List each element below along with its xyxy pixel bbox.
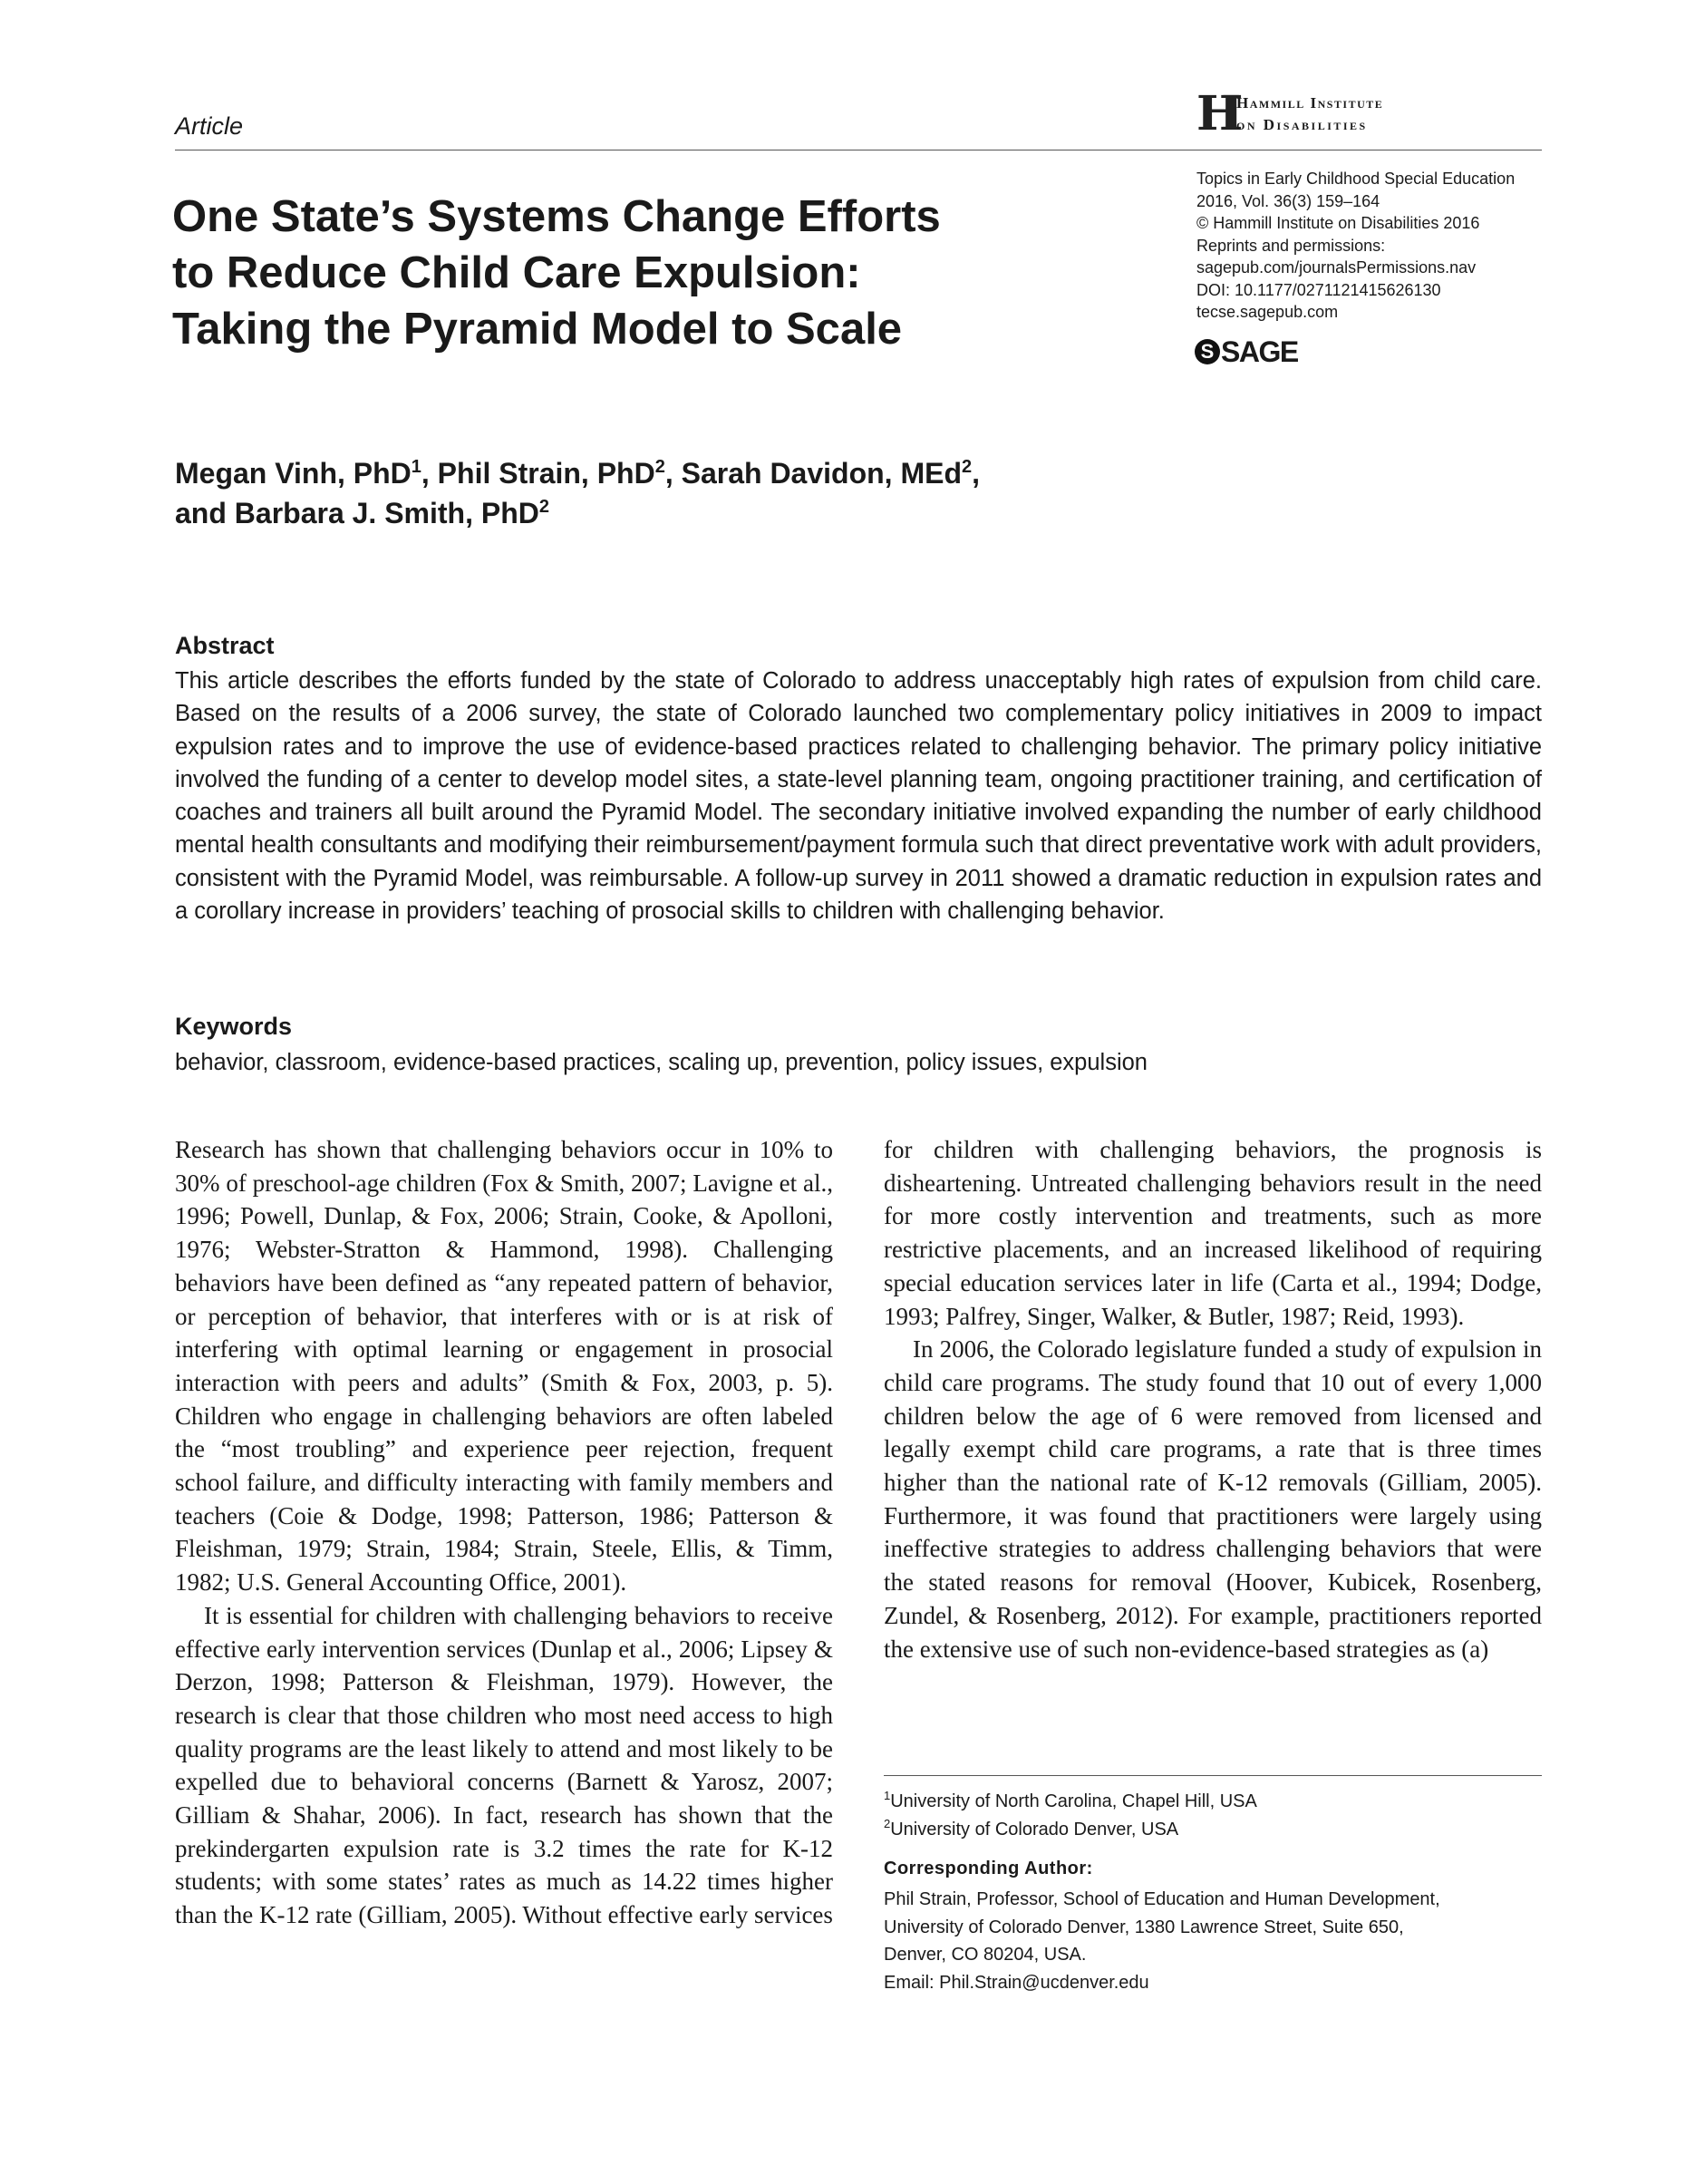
- author-list: [175, 453, 1353, 533]
- abstract-heading: Abstract: [175, 632, 275, 659]
- affiliations: [884, 1788, 1257, 1844]
- author-line-1: [175, 453, 1353, 493]
- keywords-heading: Keywords: [175, 1013, 293, 1040]
- author-name: Megan Vinh, PhD: [175, 457, 412, 490]
- author-name: and Barbara J. Smith, PhD: [175, 497, 539, 529]
- hammill-logo-mark: HI: [1196, 86, 1224, 141]
- author-line-2: [175, 493, 1353, 533]
- author-name: Sarah Davidon, MEd: [681, 457, 962, 490]
- publisher-logo: [1196, 86, 1468, 141]
- title-line-2: to Reduce Child Care Expulsion:: [172, 248, 861, 297]
- doi-line[interactable]: DOI: 10.1177/0271121415626130: [1196, 280, 1441, 299]
- body-paragraph: It is essential for children with challenging behaviors to receive effective early intervention services (Dunlap et al., 2006; Lipsey & Derzon, 1998; Patterson & Fleishman, 1979). However, the research is clear that those children who most need access to high quality programs are the least likely to attend and most likely to be expelled due to behavioral concerns (Barnett & Yarosz, 2007; Gilliam & Shahar, 2006). In fact, research has shown that the prekindergarten expulsion rate is 3.2 times the rate for K-12 students; with some states’ rates as much as 14.22 times higher than the K-12 rate (Gilliam, 2005). Without effective early services: [175, 1601, 833, 1929]
- permissions-link[interactable]: sagepub.com/journalsPermissions.nav: [1196, 258, 1477, 277]
- sage-logo-icon: S: [1195, 339, 1220, 364]
- corr-email[interactable]: Email: Phil.Strain@ucdenver.edu: [884, 1972, 1149, 1993]
- corr-line: University of Colorado Denver, 1380 Lawrence Street, Suite 650,: [884, 1917, 1404, 1937]
- journal-volume: 2016, Vol. 36(3) 159–164: [1196, 191, 1380, 210]
- journal-name: Topics in Early Childhood Special Education: [1196, 170, 1516, 188]
- journal-info: [1196, 168, 1515, 324]
- author-name: Phil Strain, PhD: [437, 457, 655, 490]
- article-type-label: Article: [175, 112, 244, 140]
- abstract-text: This article describes the efforts funded by the state of Colorado to address unacceptably high rates of expulsion from child care. Based on the results of a 2006 survey, the state of Colorado launched two complementary policy initiatives in 2009 to impact expulsion rates and to improve the use of evidence-based practices related to challenging behavior. The primary policy initiative involved the funding of a center to develop model sites, a state-level planning team, ongoing practitioner training, and certification of coaches and trainers all built around the Pyramid Model. The secondary initiative involved expanding the number of early childhood mental health consultants and modifying their reimbursement/payment formula such that direct preventative work with adult providers, consistent with the Pyramid Model, was reimbursable. A follow-up survey in 2011 showed a dramatic reduction in expulsion rates and a corollary increase in providers’ teaching of prosocial skills to children with challenging behavior.: [175, 668, 1542, 925]
- body-paragraph: Research has shown that challenging behaviors occur in 10% to 30% of preschool-age children (Fox & Smith, 2007; Lavigne et al., 1996; Powell, Dunlap, & Fox, 2006; Strain, Cooke, & Apolloni, 1976; Webster-Stratton & Hammond, 1998). Challenging behaviors have been defined as “any repeated pattern of behavior, or perception of behavior, that interferes with or is at risk of interfering with optimal learning or engagement in prosocial interaction with peers and adults” (Smith & Fox, 2003, p. 5). Children who engage in challenging behaviors are often labeled the “most troubling” and experience peer rejection, frequent school failure, and difficulty interacting with family members and teachers (Coie & Dodge, 1998; Patterson, 1986; Patterson & Fleishman, 1979; Strain, 1984; Strain, Steele, Ellis, & Timm, 1982; U.S. General Accounting Office, 2001).: [175, 1136, 833, 1597]
- body-column-left: [175, 1133, 833, 1932]
- publisher-logo-line1: Hammill Institute: [1236, 94, 1384, 112]
- affiliation-marker: 2: [538, 497, 549, 517]
- body-column-right: [884, 1133, 1542, 1665]
- article-title: [172, 189, 1124, 357]
- sage-logo-text: SAGE: [1221, 335, 1298, 368]
- keywords-text: behavior, classroom, evidence-based practices, scaling up, prevention, policy issues, expulsion: [175, 1050, 1148, 1075]
- corr-line: Denver, CO 80204, USA.: [884, 1945, 1087, 1965]
- author-separator: ,: [972, 457, 981, 490]
- journal-url[interactable]: tecse.sagepub.com: [1196, 303, 1339, 321]
- affiliation-1: [884, 1788, 1257, 1816]
- affiliation-text: University of North Carolina, Chapel Hill, USA: [890, 1791, 1257, 1811]
- affiliation-marker: 1: [411, 457, 421, 477]
- body-paragraph: for children with challenging behaviors, the prognosis is disheartening. Untreated challenging behaviors result in the need for more costly intervention and treatments, such as more restrictive placements, and an increased likelihood of requiring special education services later in life (Carta et al., 1994; Dodge, 1993; Palfrey, Singer, Walker, & Butler, 1987; Reid, 1993).: [884, 1136, 1542, 1330]
- sage-logo: [1195, 335, 1298, 368]
- title-line-1: One State’s Systems Change Efforts: [172, 192, 941, 241]
- reprints-label: Reprints and permissions:: [1196, 236, 1386, 255]
- affiliation-marker: 2: [654, 457, 665, 477]
- author-separator: ,: [421, 457, 438, 490]
- corr-line: Phil Strain, Professor, School of Education and Human Development,: [884, 1889, 1440, 1909]
- footnote-divider: [884, 1775, 1542, 1776]
- title-line-3: Taking the Pyramid Model to Scale: [172, 305, 903, 354]
- body-paragraph: In 2006, the Colorado legislature funded a study of expulsion in child care programs. The study found that 10 out of every 1,000 children below the age of 6 were removed from licensed and legally exempt child care programs, a rate that is three times higher than the national rate of K-12 removals (Gilliam, 2005). Furthermore, it was found that practitioners were largely using ineffective strategies to address challenging behaviors that were the stated reasons for removal (Hoover, Kubicek, Rosenberg, Zundel, & Rosenberg, 2012). For example, practitioners reported the extensive use of such non-evidence-based strategies as (a): [884, 1335, 1542, 1663]
- affiliation-marker: 1: [884, 1789, 891, 1802]
- corresponding-author-details: [884, 1886, 1542, 1996]
- publisher-logo-line2: on Disabilities: [1236, 116, 1368, 133]
- corresponding-author-heading: Corresponding Author:: [884, 1859, 1093, 1878]
- affiliation-marker: 2: [884, 1817, 891, 1830]
- affiliation-marker: 2: [962, 457, 973, 477]
- author-separator: ,: [664, 457, 682, 490]
- affiliation-2: [884, 1816, 1257, 1844]
- affiliation-text: University of Colorado Denver, USA: [890, 1820, 1179, 1839]
- copyright-line: © Hammill Institute on Disabilities 2016: [1196, 214, 1480, 232]
